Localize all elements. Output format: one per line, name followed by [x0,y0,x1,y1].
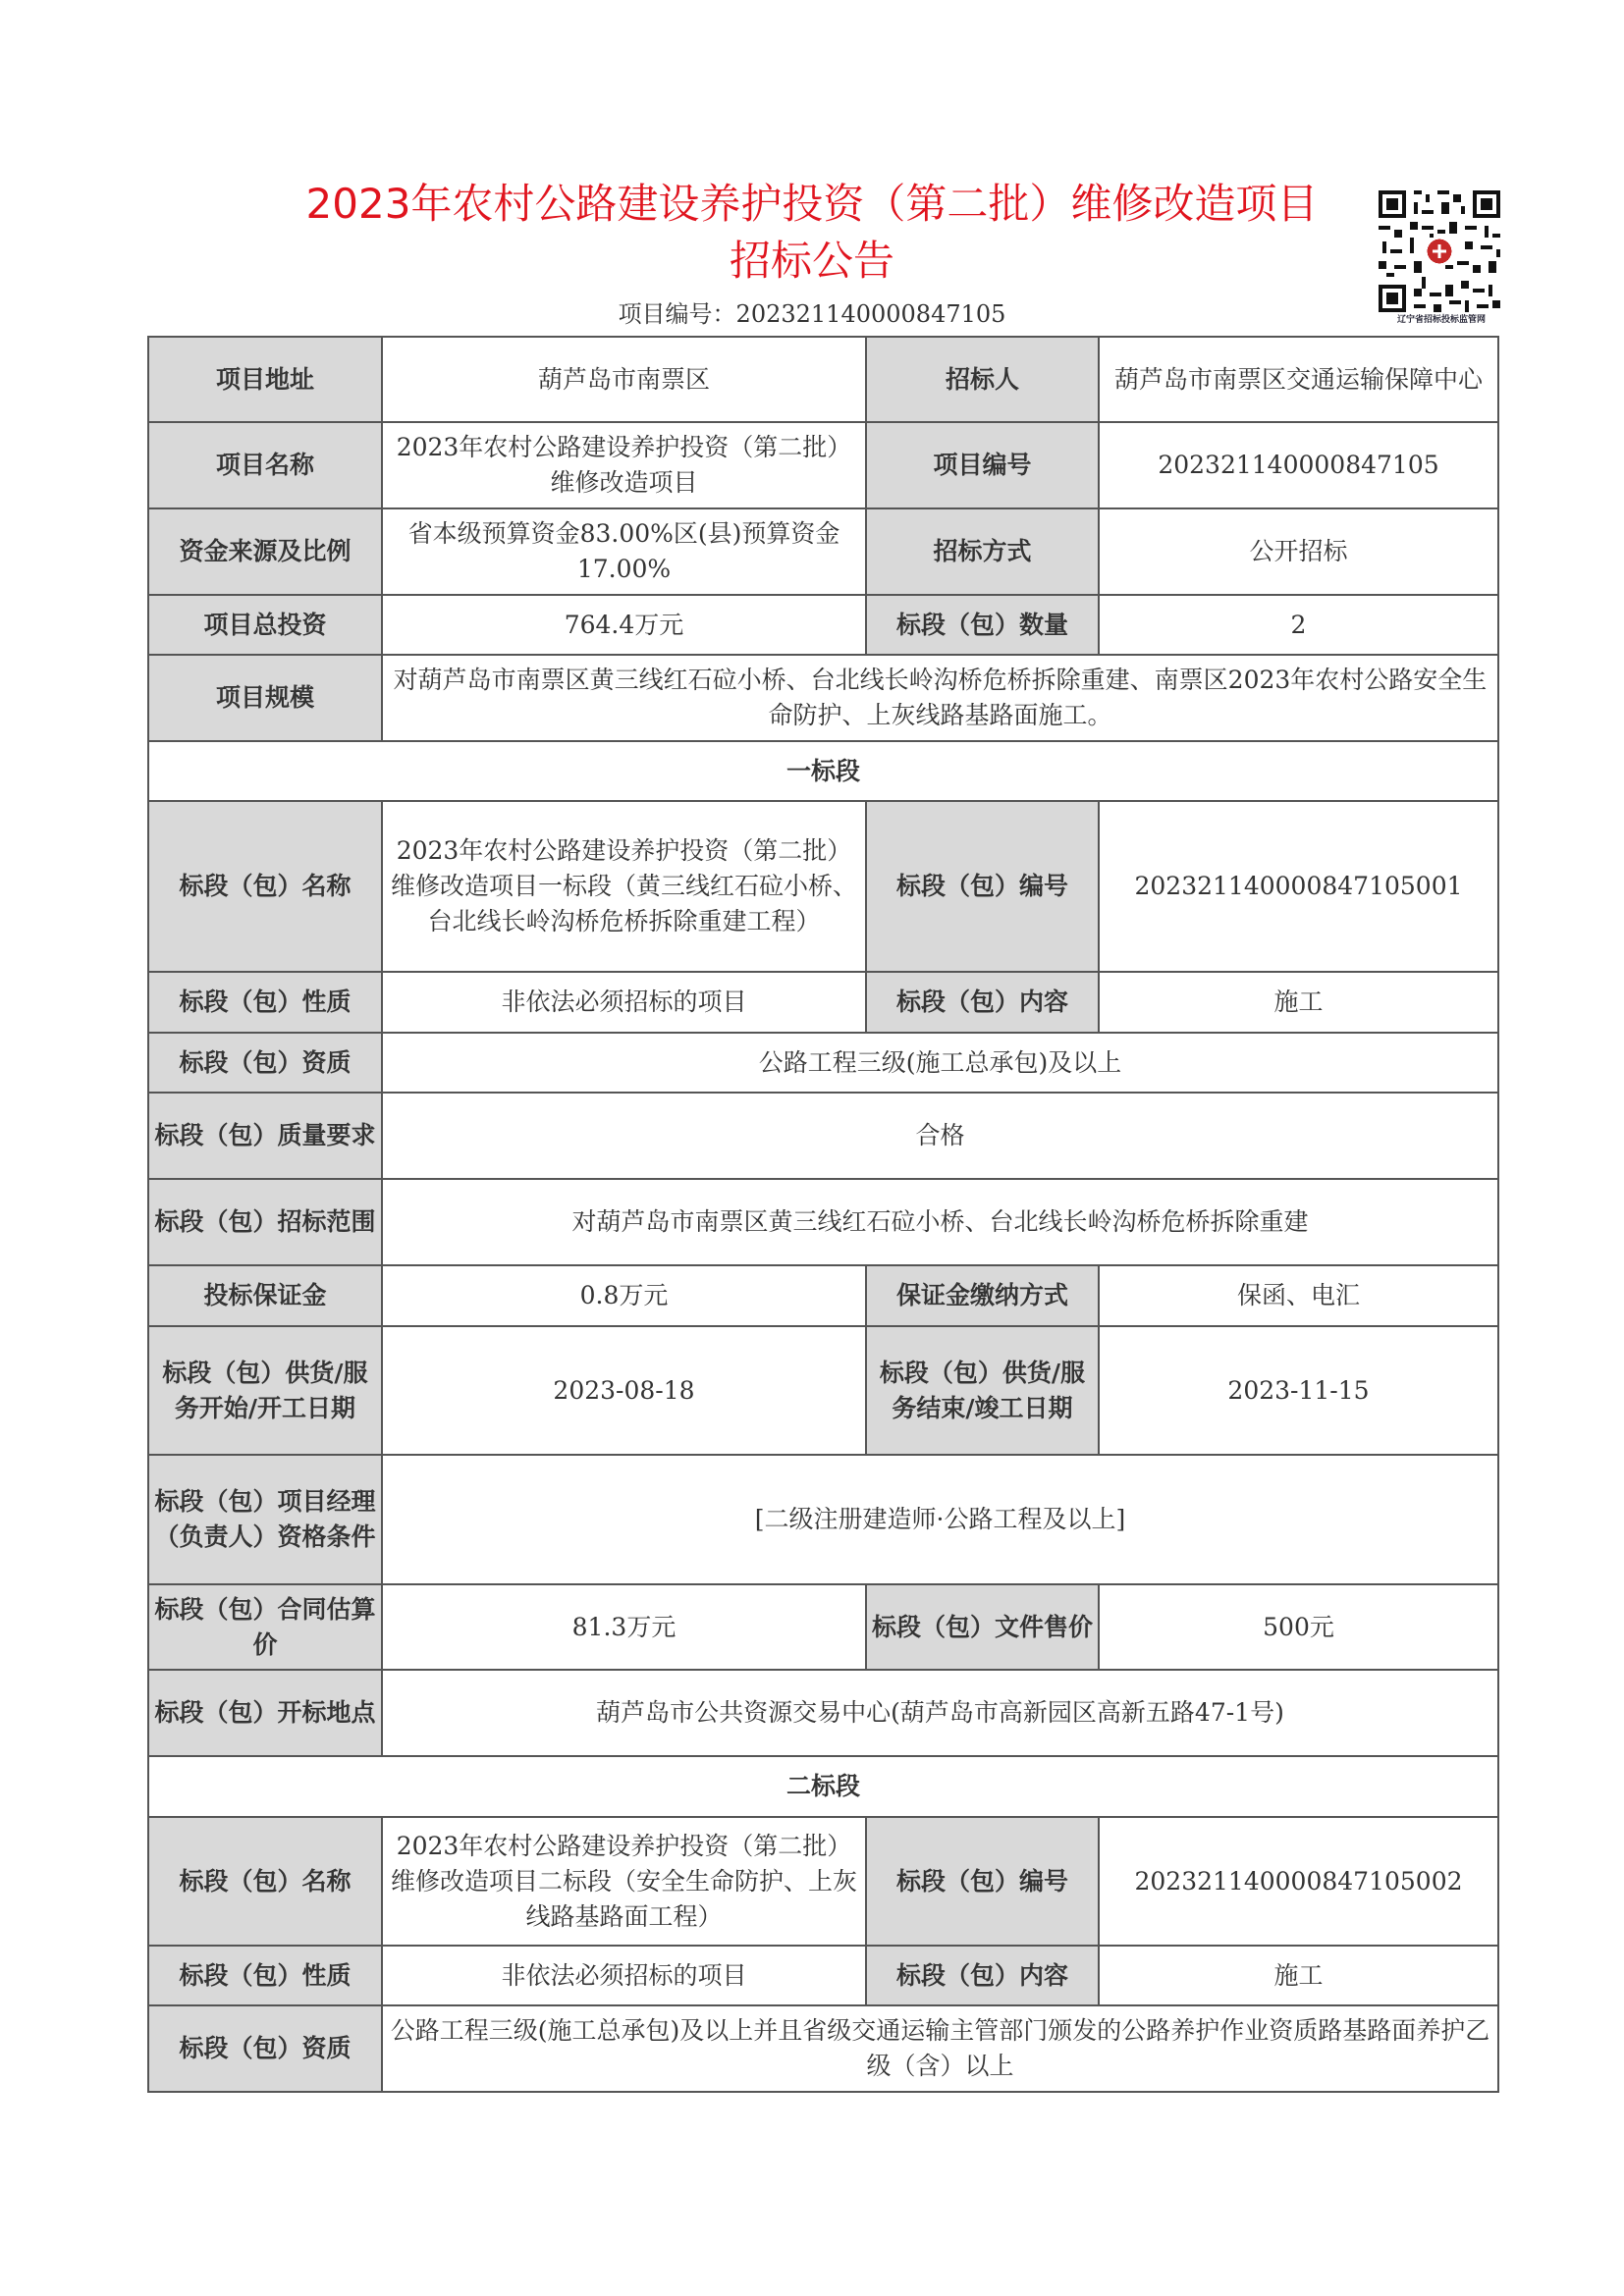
value-lot1-quality: 合格 [382,1093,1498,1179]
label-lot2-number: 标段（包）编号 [866,1817,1099,1946]
row-lot1-opening-place [148,1670,1498,1756]
row-lot2-name [148,1817,1498,1946]
label-lot1-nature: 标段（包）性质 [148,972,382,1033]
value-tender-method: 公开招标 [1099,508,1498,595]
row-lot1-name [148,801,1498,972]
label-lot2-nature: 标段（包）性质 [148,1946,382,2005]
value-lot1-opening-place: 葫芦岛市公共资源交易中心(葫芦岛市高新园区高新五路47-1号) [382,1670,1498,1756]
value-lot1-nature: 非依法必须招标的项目 [382,972,866,1033]
value-lot1-scope: 对葫芦岛市南票区黄三线红石砬小桥、台北线长岭沟桥危桥拆除重建 [382,1179,1498,1265]
label-fund-source: 资金来源及比例 [148,508,382,595]
value-lot1-manager: [二级注册建造师·公路工程及以上] [382,1455,1498,1584]
value-lot-count: 2 [1099,595,1498,655]
value-project-scale: 对葫芦岛市南票区黄三线红石砬小桥、台北线长岭沟桥危桥拆除重建、南票区2023年农村公路安全生命防护、上灰线路基路面施工。 [382,655,1498,741]
row-lot2-qualification [148,2005,1498,2092]
row-lot2-heading [148,1756,1498,1817]
label-lot1-start-date: 标段（包）供货/服务开始/开工日期 [148,1326,382,1455]
row-lot1-nature [148,972,1498,1033]
label-tender-method: 招标方式 [866,508,1099,595]
label-lot1-name: 标段（包）名称 [148,801,382,972]
project-number-line: 项目编号：202321140000847105 [618,300,1006,328]
tender-table [147,336,1499,2093]
label-project-number: 项目编号 [866,422,1099,508]
label-total-investment: 项目总投资 [148,595,382,655]
label-lot1-payment-method: 保证金缴纳方式 [866,1265,1099,1326]
value-lot2-content: 施工 [1099,1946,1498,2005]
row-address [148,337,1498,422]
label-lot-count: 标段（包）数量 [866,595,1099,655]
value-lot1-estimate: 81.3万元 [382,1584,866,1670]
document-title: 2023年农村公路建设养护投资（第二批）维修改造项目 [305,180,1319,228]
row-fund-source [148,508,1498,595]
row-investment [148,595,1498,655]
label-lot1-qualification: 标段（包）资质 [148,1033,382,1093]
value-lot1-payment-method: 保函、电汇 [1099,1265,1498,1326]
value-lot1-number: 202321140000847105001 [1099,801,1498,972]
label-lot1-manager: 标段（包）项目经理（负责人）资格条件 [148,1455,382,1584]
label-lot1-content: 标段（包）内容 [866,972,1099,1033]
row-lot1-heading [148,741,1498,801]
row-lot1-quality [148,1093,1498,1179]
value-lot2-nature: 非依法必须招标的项目 [382,1946,866,2005]
value-lot1-end-date: 2023-11-15 [1099,1326,1498,1455]
label-lot1-quality: 标段（包）质量要求 [148,1093,382,1179]
qr-caption: 辽宁省招标投标监管网 [1396,315,1486,325]
row-lot1-scope [148,1179,1498,1265]
label-lot1-number: 标段（包）编号 [866,801,1099,972]
row-lot1-estimate [148,1584,1498,1670]
value-tenderer: 葫芦岛市南票区交通运输保障中心 [1099,337,1498,422]
label-project-address: 项目地址 [148,337,382,422]
value-lot2-qualification: 公路工程三级(施工总承包)及以上并且省级交通运输主管部门颁发的公路养护作业资质路基路面养护乙级（含）以上 [382,2005,1498,2092]
label-lot1-scope: 标段（包）招标范围 [148,1179,382,1265]
value-project-name: 2023年农村公路建设养护投资（第二批）维修改造项目 [382,422,866,508]
label-lot1-document-price: 标段（包）文件售价 [866,1584,1099,1670]
value-lot1-start-date: 2023-08-18 [382,1326,866,1455]
value-lot1-document-price: 500元 [1099,1584,1498,1670]
label-lot2-content: 标段（包）内容 [866,1946,1099,2005]
label-lot1-deposit: 投标保证金 [148,1265,382,1326]
value-lot1-qualification: 公路工程三级(施工总承包)及以上 [382,1033,1498,1093]
row-lot1-qualification [148,1033,1498,1093]
value-fund-source: 省本级预算资金83.00%区(县)预算资金17.00% [382,508,866,595]
label-lot2-qualification: 标段（包）资质 [148,2005,382,2092]
value-project-number: 202321140000847105 [1099,422,1498,508]
label-lot1-estimate: 标段（包）合同估算价 [148,1584,382,1670]
section-heading-lot1: 一标段 [148,741,1498,801]
row-lot1-dates [148,1326,1498,1455]
label-project-name: 项目名称 [148,422,382,508]
row-project-scale [148,655,1498,741]
row-project-name [148,422,1498,508]
section-heading-lot2: 二标段 [148,1756,1498,1817]
label-lot2-name: 标段（包）名称 [148,1817,382,1946]
value-lot1-content: 施工 [1099,972,1498,1033]
document-subtitle: 招标公告 [729,237,894,285]
row-lot2-nature [148,1946,1498,2005]
label-lot1-opening-place: 标段（包）开标地点 [148,1670,382,1756]
value-lot1-deposit: 0.8万元 [382,1265,866,1326]
row-lot1-manager [148,1455,1498,1584]
label-tenderer: 招标人 [866,337,1099,422]
qr-code-icon [1375,185,1504,318]
label-project-scale: 项目规模 [148,655,382,741]
value-lot2-name: 2023年农村公路建设养护投资（第二批）维修改造项目二标段（安全生命防护、上灰线路基路面工程） [382,1817,866,1946]
value-lot2-number: 202321140000847105002 [1099,1817,1498,1946]
row-lot1-deposit [148,1265,1498,1326]
value-lot1-name: 2023年农村公路建设养护投资（第二批）维修改造项目一标段（黄三线红石砬小桥、台北线长岭沟桥危桥拆除重建工程） [382,801,866,972]
label-lot1-end-date: 标段（包）供货/服务结束/竣工日期 [866,1326,1099,1455]
value-project-address: 葫芦岛市南票区 [382,337,866,422]
value-total-investment: 764.4万元 [382,595,866,655]
